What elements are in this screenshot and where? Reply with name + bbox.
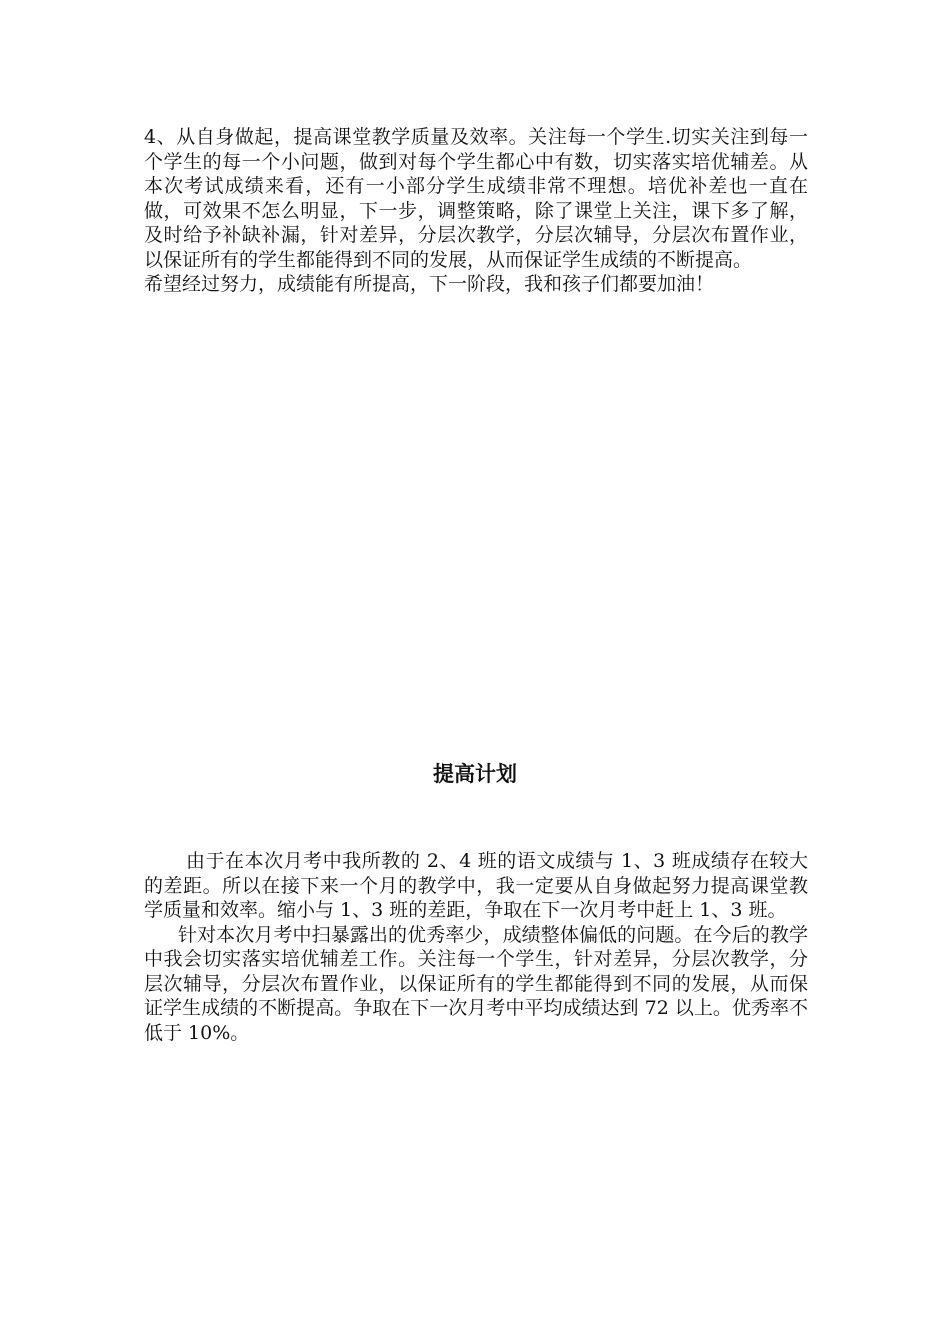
plan-paragraph-1: 由于在本次月考中我所教的 2、4 班的语文成绩与 1、3 班成绩存在较大的差距。所以在接下来一个月的教学中，我一定要从自身做起努力提高课堂教学质量和效率。缩小与 1、3 班的差距，争取在下一次月考中赶上 1、3 班。: [144, 850, 808, 921]
top-text-block: [144, 125, 808, 297]
paragraph-item-4: 4、从自身做起，提高课堂教学质量及效率。关注每一个学生.切实关注到每一个学生的每一个小问题，做到对每个学生都心中有数，切实落实培优辅差。从本次考试成绩来看，还有一小部分学生成绩非常不理想。培优补差也一直在做，可效果不怎么明显，下一步，调整策略，除了课堂上关注，课下多了解，及时给予补缺补漏，针对差异，分层次教学，分层次辅导，分层次布置作业，以保证所有的学生都能得到不同的发展，从而保证学生成绩的不断提高。: [144, 126, 808, 271]
plan-text-block: [144, 849, 808, 1045]
plan-paragraph-2: 针对本次月考中扫暴露出的优秀率少，成绩整体偏低的问题。在今后的教学中我会切实落实培优辅差工作。关注每一个学生，针对差异，分层次教学，分层次辅导，分层次布置作业，以保证所有的学生都能得到不同的发展，从而保证学生成绩的不断提高。争取在下一次月考中平均成绩达到 72 以上。优秀率不低于 10%。: [144, 923, 808, 1044]
closing-paragraph: 希望经过努力，成绩能有所提高，下一阶段，我和孩子们都要加油！: [144, 273, 715, 295]
section-title: 提高计划: [433, 761, 517, 786]
